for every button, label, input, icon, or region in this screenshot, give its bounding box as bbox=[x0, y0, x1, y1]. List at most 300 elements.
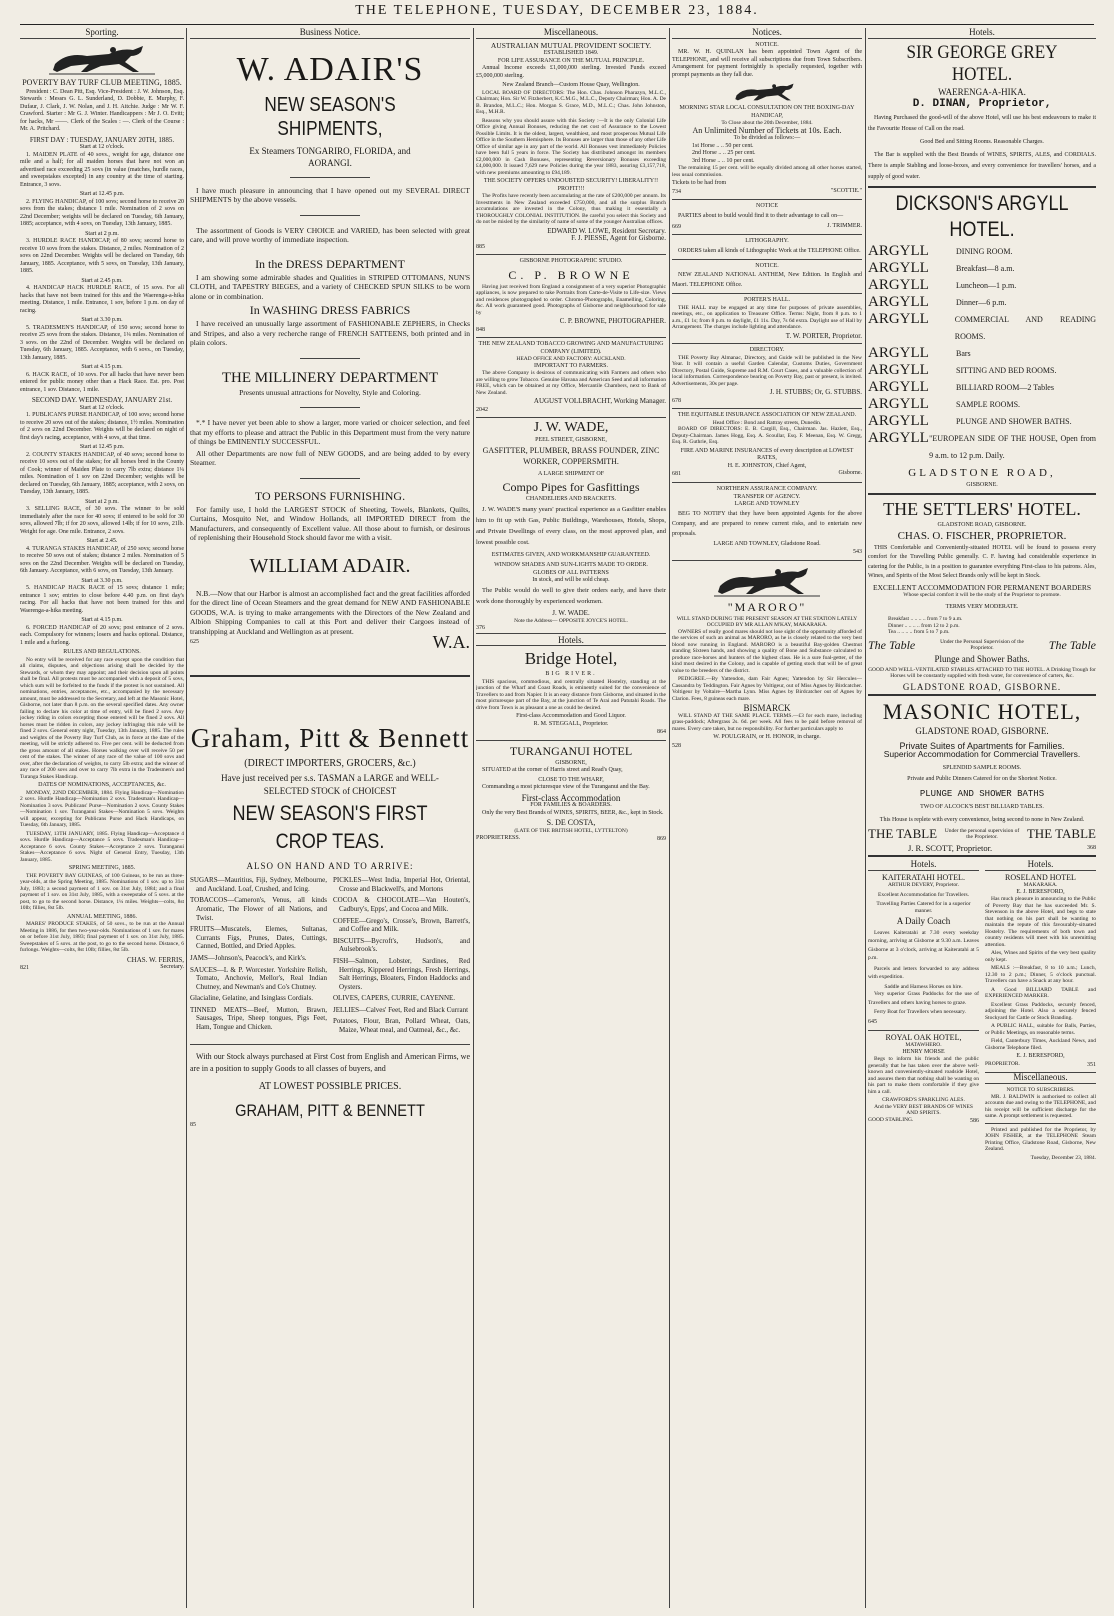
column-header: Hotels. bbox=[868, 28, 1096, 39]
porter-signature: T. W. PORTER, Proprietor. bbox=[785, 331, 862, 340]
goods-list-right bbox=[333, 876, 470, 1038]
ad-number: 821 bbox=[20, 965, 29, 972]
meal-line: Tea .. .. .. .. from 5 to 7 p.m. bbox=[888, 629, 950, 636]
kaiteratahi-text: Excellent Accommodation for Travellers. bbox=[877, 891, 970, 898]
turanganui-location: GISBORNE, bbox=[555, 759, 587, 766]
amp-reasons: Reasons why you should assure with this Society :—It is the only Colonial Life Office giving Annual Bonuses, reducing the net cost of Assurance to the Lowest Possible Limits. It is the oldest, largest, wealthiest, and most prosperous Mutual Life Office in the Southern Hemisphere. Its Bonuses are larger than those of any other Life Office of similar age in any part of the world. All Bonuses vest immediately Policies have been full 5 years in force. The Society has distributed amongst its members £2,000,000 in Cash Bonuses, representing Reversionary Bonuses exceeding £4,000,000. It issued 7,629 new Policies during the year 1883, assuring £3,157,718, with new premiums amounting to £94,189. bbox=[476, 117, 666, 176]
start-time: Start at 3.30 p.m. bbox=[81, 577, 123, 584]
argyll-row-text: DINING ROOM. bbox=[956, 247, 1013, 257]
adair-subtitle: NEW SEASON'S SHIPMENTS, bbox=[264, 93, 396, 140]
masonic-table-label: THE TABLE bbox=[868, 825, 938, 841]
bridge-text: THIS spacious, commodious, and centrally situated Hostelry, standing at the junction of the Wharf and Coast Roads, is eminently suited for the convenience of Travellers to and from Napier. It is an easy distance from Gisborne, and situated in the most picturesque part of the Bay, at the junction of Te Arai and Patutahi Roads. The drive from Town is as pleasant a one as could be desired. bbox=[476, 678, 666, 711]
wade-text: J. W. WADE'S many years' practical experience as a Gasfitter enables him to fit up with Gas, Public Buildings, Warehouses, Hotels, Shops, and Private Dwellings of every class, on the most approved plan, and lowest possible cost. bbox=[476, 505, 666, 546]
tobacco-manager: AUGUST VOLLBRACHT, Working Manager. bbox=[533, 397, 666, 406]
settlers-boarders: EXCELLENT ACCOMMODATION FOR PERMANENT BOARDERS bbox=[872, 582, 1092, 592]
adair-signature: WILLIAM ADAIR. bbox=[249, 554, 411, 577]
directory-heading: DIRECTORY. bbox=[749, 347, 785, 354]
dress-text: I am showing some admirable shades and Qualities in STRIPED OTTOMANS, NUN'S CLOTH, and TAPESTRY BIEGES, and a variety of CHECKED SPUN SILKS to be worn alone or in combination. bbox=[190, 272, 470, 301]
morning-star-text: The remaining 15 per cent. will be equally divided among all other horses started, less usual commission. bbox=[672, 165, 862, 178]
royal-oak-name: ROYAL OAK HOTEL, bbox=[885, 1032, 962, 1042]
wade-trades: GASFITTER, PLUMBER, BRASS FOUNDER, ZINC WORKER, COPPERSMITH. bbox=[482, 445, 660, 466]
argyll-row-text: COMMERCIAL AND READING ROOMS. bbox=[954, 315, 1096, 342]
gpb-stock-text: With our Stock always purchased at First Cost from English and American Firms, we are in a position to supply Goods to all classes of buyers, and bbox=[190, 1051, 470, 1073]
gpb-received: Have just received per s.s. TASMAN a LARGE and WELL- bbox=[221, 773, 439, 784]
tobacco-office: HEAD OFFICE AND FACTORY: AUCKLAND. bbox=[516, 356, 626, 363]
turanganui-view: Commanding a most picturesque view of the Turanganui and the Bay. bbox=[482, 784, 650, 791]
bridge-location: BIG RIVER. bbox=[545, 671, 597, 678]
ad-number: 586 bbox=[970, 1117, 979, 1124]
bridge-accommodation: First-class Accommodation and Good Liquor. bbox=[516, 713, 626, 720]
adair-name: W. ADAIR'S bbox=[236, 50, 424, 88]
sgg-rooms: Good Bed and Sitting Rooms. Reasonable Charges. bbox=[920, 138, 1044, 145]
racehorse-icon bbox=[727, 81, 807, 103]
settlers-proprietor: CHAS. O. FISCHER, PROPRIETOR. bbox=[897, 530, 1067, 543]
masonic-dinners: Private and Public Dinners Catered for on the Shortest Notice. bbox=[907, 776, 1057, 783]
gpb-signature: GRAHAM, PITT & BENNETT bbox=[235, 1101, 425, 1121]
adair-nb: N.B.—Now that our Harbor is almost an accomplished fact and the great facilities afforded for the direct line of Ocean Steamers and the great demand for NEW AND FASHIONABLE GOODS, W.A. is trying to make arrangements with the Directors of the New Zealand and Albion Shipping Companies to call at this Port and deliver their Cargoes instead of transhipping at Auckland and Wellington as at present. bbox=[190, 588, 470, 636]
imprint-date: Tuesday, December 23, 1884. bbox=[1030, 1154, 1096, 1161]
argyll-row-text: SITTING AND BED ROOMS. bbox=[956, 366, 1057, 376]
argyll-row bbox=[868, 413, 1096, 430]
start-time: Start at 12 o'clock. bbox=[79, 404, 125, 411]
large-townley-heading: LARGE AND TOWNLEY bbox=[734, 501, 800, 508]
wade-windows: WINDOW SHADES AND SUN-LIGHTS MADE TO ORDER. bbox=[494, 561, 648, 568]
ad-number: 885 bbox=[476, 243, 485, 250]
roseland-papers: Field, Canterbury Times, Auckland News, and Gisborne Telephone filed. bbox=[985, 1038, 1096, 1051]
gpb-name: Graham, Pitt & Bennett bbox=[190, 722, 470, 753]
turanganui-name: TURANGANUI HOTEL bbox=[509, 743, 633, 758]
amp-profits: The Profits have recently been accumulating at the rate of £200,000 per annum. Its Investments in New Zealand exceeded £750,000, and all the surplus Branch accumulations are invested in the Colony, thus making it essentially a THOROUGHLY COLONIAL INSTITUTION. Be careful you select this Society and do not be misled by the similarity of name of some of the younger Australian offices. bbox=[476, 193, 666, 226]
goods-item: SAUCES—L & P. Worcester. Yorkshire Relish, Tomato, Anchovie, Mellor's, Real Indian Chutney, and Newman's and Co's Chutney. bbox=[190, 965, 327, 991]
gisborne-label: Gisborne. bbox=[838, 470, 862, 477]
argyll-row-text: Luncheon—1 p.m. bbox=[956, 281, 1017, 291]
masonic-billiard: TWO OF ALCOCK'S BEST BILLIARD TABLES. bbox=[920, 803, 1044, 810]
argyll-row-text: "EUROPEAN SIDE OF THE HOUSE, Open from 9 a.m. to 12 p.m. Daily. bbox=[929, 434, 1096, 461]
column-rule bbox=[473, 28, 474, 1608]
amp-secretary: EDWARD W. LOWE, Resident Secretary. bbox=[547, 226, 666, 235]
settlers-address: GLADSTONE ROAD, GISBORNE. bbox=[937, 521, 1027, 528]
ad-number: 2042 bbox=[476, 406, 488, 413]
column-miscellaneous bbox=[476, 28, 666, 1608]
settlers-stables: GOOD AND WELL-VENTILATED STABLES ATTACHED TO THE HOTEL. A Drinking Trough for Horses will be constantly supplied with fresh water, for convenience of carters, &c. bbox=[868, 666, 1096, 680]
roseland-signature: E. J. BERESFORD, bbox=[1016, 1053, 1065, 1060]
kaiteratahi-horses: Saddle and Harness Horses on hire. bbox=[884, 983, 963, 990]
race-entry: 4. HANDICAP HACK HURDLE RACE, of 15 sovs. For all hacks that have not been trained for this and the Waerenga-a-hika meeting. Distance, 1 mile. Entrance, 1 sov, before 1 p.m. on day of racing. bbox=[20, 285, 184, 314]
equitable-fire: FIRE AND MARINE INSURANCES of every description at LOWEST RATES, bbox=[680, 447, 854, 462]
sgg-proprietor: D. DINAN, Proprietor, bbox=[912, 98, 1052, 111]
turanganui-text: SITUATED at the corner of Harris street and Read's Quay, bbox=[482, 767, 623, 774]
race-entry: 5. HANDICAP HACK RACE of 15 sovs; distance 1 mile; entrance 1 sov; entries to close before 4.40 p.m. on first day's racing. For all hacks that have not been trained for this and Waerenga-a-hika meeting. bbox=[20, 585, 184, 614]
sgg-location: WAERENGA-A-HIKA. bbox=[938, 86, 1026, 97]
settlers-address2: GLADSTONE ROAD, GISBORNE. bbox=[902, 681, 1062, 692]
masonic-plunge: PLUNGE AND SHOWER BATHS bbox=[919, 788, 1045, 799]
wade-stock: In stock, and will be sold cheap. bbox=[532, 577, 610, 584]
argyll-word: ARGYLL bbox=[868, 413, 929, 430]
kaiteratahi-proprietor: ARTHUR DEVERY, Proprietor. bbox=[887, 882, 960, 889]
column-header: Sporting. bbox=[20, 28, 184, 39]
argyll-row bbox=[868, 345, 1096, 362]
goods-item: Glacialine, Gelatine, and Isinglass Cordials. bbox=[190, 994, 314, 1003]
morning-star-close: To Close about the 20th December, 1884. bbox=[721, 120, 813, 127]
column-business bbox=[190, 28, 470, 1608]
equitable-title: THE EQUITABLE INSURANCE ASSOCIATION OF NEW ZEALAND. bbox=[677, 412, 857, 419]
wade-shipment: A LARGE SHIPMENT OF bbox=[537, 470, 605, 477]
argyll-word: ARGYLL bbox=[868, 345, 929, 362]
goods-item: SUGARS—Mauritius, Fiji, Sydney, Melbourne, and Auckland. Loaf, Crushed, and Icing. bbox=[190, 876, 327, 893]
annual-text: MARES' PRODUCE STAKES, of 50 sovs., to be run at the Annual Meeting in 1886, for then two-year-olds. Nominations of 1 sov. for mares on or before 31st July, 1883; final payment of 1 sov. on 31st July, 1885. Sweepstakes of 5 sovs. at the post, to go to the second horse. Distance, 6 furlongs. Weights—colts, 8st 10lb; fillies, 8st 5lb. bbox=[20, 921, 184, 954]
column-notices bbox=[672, 28, 862, 1608]
table-label: The Table bbox=[1048, 638, 1096, 653]
kaiteratahi-name: KAITERATAHI HOTEL. bbox=[882, 872, 965, 882]
wade-pipes: Compo Pipes for Gasfittings bbox=[502, 480, 640, 495]
notice-heading: NOTICE. bbox=[755, 41, 779, 48]
notice-quinlan: MR. W. H. QUINLAN has been appointed Town Agent of the TELEPHONE, and will receive all subscriptions due from Town Subscribers. Arrangement for payment fortnightly is specially requested, together with prompt payments as they fall due. bbox=[672, 49, 862, 78]
tobacco-text: The above Company is desirous of communicating with Farmers and others who are willing to grow Tobacco. Genuine Havana and American Seed and all information FREE, which can be obtained at my Office, Mercantile Chambers, next to Bank of New Zealand. bbox=[476, 370, 666, 396]
royal-oak-location: MATAWHERO. bbox=[905, 1042, 942, 1049]
gpb-stock: SELECTED STOCK of CHOICEST bbox=[263, 785, 397, 796]
wade-globes: GLOBES OF ALL PATTERNS bbox=[533, 569, 609, 576]
start-time: Start at 2.45. bbox=[86, 538, 118, 545]
argyll-row bbox=[868, 243, 1096, 260]
amp-established: ESTABLISHED 1849. bbox=[543, 50, 599, 57]
race-entry: 1. MAIDEN PLATE of 40 sovs., weight for age, distance one mile and a half; for all maiden horses that have not won an advertised race exceeding 25 sovs (in value (matches, hurdle races, and sweepstakes excepted) in any country at the time of starting. Entrance, 3 sovs. bbox=[20, 151, 184, 188]
tobacco-important: IMPORTANT TO FARMERS. bbox=[534, 362, 608, 369]
start-time: Start at 12.45 p.m. bbox=[79, 444, 125, 451]
wade-note: Note the Address— OPPOSITE JOYCE'S HOTEL. bbox=[514, 617, 628, 624]
ad-number: 376 bbox=[476, 625, 485, 632]
masonic-text: This House is replete with every convenience, being second to none in New Zealand. bbox=[879, 817, 1085, 824]
roseland-ad bbox=[985, 860, 1096, 1161]
column-header: Notices. bbox=[672, 28, 862, 39]
start-time: Start at 2 p.m. bbox=[85, 230, 119, 237]
goods-item: TOBACCOS—Cameron's, Venus, all kinds Aromatic, The Flower of all Nations, and Twist. bbox=[190, 896, 327, 922]
start-time: Start at 2 p.m. bbox=[85, 498, 119, 505]
sgg-bar: The Bar is supplied with the Best Brands of WINES, SPIRITS, ALES, and CORDIALS. There is ample Stabling and loose-boxes, and every convenience for travellers' horses, and a supply of good water. bbox=[868, 152, 1096, 181]
roseland-meals: MEALS :—Breakfast, 8 to 10 a.m.; Lunch, 12.30 to 2 p.m.; Dinner, 5 o'clock punctual. Travellers can have a Snack at any hour. bbox=[985, 965, 1096, 985]
start-time: Start at 3.30 p.m. bbox=[81, 317, 123, 324]
adair-intro: I have much pleasure in announcing that I have opened out my SEVERAL DIRECT SHIPMENTS by the above vessels. bbox=[190, 185, 470, 205]
goods-item: PICKLES—West India, Imperial Hot, Oriental, Crosse and Blackwell's, and Mortons bbox=[333, 876, 470, 893]
amp-income: Annual Income exceeds £1,000,000 sterling. Invested Funds exceed £5,000,000 sterling. bbox=[476, 65, 666, 79]
goods-list-left bbox=[190, 876, 327, 1038]
argyll-row-text: Breakfast—8 a.m. bbox=[956, 264, 1015, 274]
notice-builders: PARTIES about to build would find it to their advantage to call on— bbox=[678, 212, 844, 219]
racehorse-icon bbox=[47, 42, 157, 76]
race-entry: 1. PUBLICAN'S PURSE HANDICAP, of 100 sovs; second horse to receive 20 sovs out of the stakes; distance, 1½ miles. Nomination of 2 sovs on 22nd December. Weights will be declared on night of first day's racing, acceptance, with 4 sovs, at that time. bbox=[20, 412, 184, 441]
argyll-row-text: BILLIARD ROOM—2 Tables bbox=[956, 383, 1054, 393]
ad-number: 85 bbox=[190, 1122, 196, 1129]
hotels-header: Hotels. bbox=[985, 860, 1096, 871]
turanganui-close: CLOSE TO THE WHARF, bbox=[538, 776, 604, 783]
furnishing-heading: TO PERSONS FURNISHING. bbox=[254, 488, 406, 503]
wade-name: J. W. WADE, bbox=[533, 420, 609, 436]
kaiteratahi-parcels: Parcels and letters forwarded to any address with expedition. bbox=[868, 965, 979, 981]
bridge-name: Bridge Hotel, bbox=[524, 649, 618, 669]
photo-text: Having just received from England a consignment of a very superior Photographic appliances, is now prepared to take Portraits from Carte-de-Visite to Life-size. Views and residences photographed to order. Chromo-Photographs, Enamelling, Coloring, &c. All work guaranteed good. Photographs of Gisborne and neighbourhood for sale by bbox=[476, 283, 666, 316]
ad-number: 864 bbox=[657, 729, 666, 736]
argyll-word: ARGYLL bbox=[868, 260, 929, 277]
directory-text: THE Poverty Bay Almanac, Directory, and Guide will be published in the New Year. It will contain a useful Garden Calendar, Customs Duties, Government Directory, Postal Guide, Supreme and R.M. Court Cases, and a valuable collection of local information. Correspondence bearing on Poverty Bay, past or present, is invited. Advertisements, 30s per page. bbox=[672, 354, 862, 387]
argyll-row bbox=[868, 277, 1096, 294]
goods-item: JELLIES—Calves' Feet, Red and Black Currant bbox=[333, 1005, 469, 1014]
maroro-text: OWNERS of really good mares should not lose sight of the opportunity afforded of the services of such an animal as MARORO, as he is closely related to the very best blood now running in England. MARORO is a beautiful Bay-golden Chestnut standing Sixteen hands, and showing a quality of Bone and Substance calculated to produce race-horses and hunters of the highest class. He is a sure foal-getter, of the kind most desired in the Colony, and is capable of getting stock that will be of great value to the breeders of the district. bbox=[672, 628, 862, 674]
start-time: Start at 12.45 p.m. bbox=[79, 191, 125, 198]
argyll-word: ARGYLL bbox=[868, 294, 929, 311]
amp-agent: F. J. PIESSE, Agent for Gisborne. bbox=[571, 234, 666, 243]
bismarck-signature: W. POULGRAIN, or H. HONOR, in charge. bbox=[713, 734, 821, 741]
royal-oak-ales: CRAWFORD'S SPARKLING ALES. bbox=[882, 1097, 965, 1104]
masonic-sample: SPLENDID SAMPLE ROOMS. bbox=[942, 764, 1022, 771]
furnishing-text: For family use, I hold the LARGEST STOCK of Sheeting, Towels, Blankets, Quilts, Curtains, Mosquito Net, and Window Hollands, all IMPORTED DIRECT from the Manufacturers, and consequently of Excellent value. All those about to furnish, or desirous of replenishing their Household Stock should favor me with a visit. bbox=[190, 504, 470, 543]
argyll-word: ARGYLL bbox=[868, 379, 929, 396]
ad-number: 543 bbox=[853, 549, 862, 556]
porter-heading: PORTER'S HALL. bbox=[743, 297, 791, 304]
anthem-text: NEW ZEALAND NATIONAL ANTHEM, New Edition. In English and Maori. TELEPHONE Office. bbox=[672, 272, 862, 289]
photo-heading: GISBORNE PHOTOGRAPHIC STUDIO. bbox=[519, 258, 623, 265]
turanganui-late: (LATE OF THE BRITISH HOTEL, LYTTELTON) bbox=[514, 828, 628, 835]
table-supervision: Under the Personal Supervision of the Proprietor. bbox=[940, 638, 1024, 652]
maroro-pedigree: PEDIGREE.—By Yattendon, dam Fair Agnes; Yattendon by Sir Hercules—Cassandra by Teddington. Fair Agnes by Voltigeur, out of Miss Agnes by Birdcatcher. Voltigeur by Voltaire—Martha Lynn. Miss Agnes by Birdcatcher out of Agnes by Clarion. Fees, 8 guineas each mare. bbox=[672, 676, 862, 702]
rules-heading: RULES AND REGULATIONS. bbox=[63, 649, 141, 656]
race-entry: 3. SELLING RACE, of 30 sovs. The winner to be sold immediately after the race for 40 sovs; if entered to be sold for 30 sovs, allowed 7lb; if for 20 sovs, allowed 14lb; if for 10 sovs, 21lb. Weight for age. One mile. Entrance, 2 sovs. bbox=[20, 506, 184, 535]
washing-text: I have received an unusually large assortment of FASHIONABLE ZEPHERS, in Checks and Stripes, and also a very recherche range of FRENCH SATTEENS, both printed and in plain colors. bbox=[190, 319, 470, 348]
annual-heading: ANNUAL MEETING, 1886. bbox=[66, 913, 138, 920]
goods-item: OLIVES, CAPERS, CURRIE, CAYENNE. bbox=[333, 994, 456, 1003]
race-entry: 4. TURANGA STAKES HANDICAP, of 250 sovs; second horse to receive 50 sovs out of stakes; distance 2 miles. Nomination of 5 sovs on the 22nd December. Weights will be declared on Tuesday, 6th January. Acceptance, with 6 sovs, on Tuesday, 13th January. bbox=[20, 545, 184, 575]
turanganui-accommodation: First-class Accommodation bbox=[521, 792, 621, 803]
masonic-table-label: THE TABLE bbox=[1026, 825, 1096, 841]
wade-chandeliers: CHANDELIERS AND BRACKETS. bbox=[525, 496, 617, 503]
morning-star-title: MORNING STAR LOCAL CONSULTATION ON THE BOXING-DAY HANDICAP, bbox=[679, 105, 855, 119]
column-rule bbox=[865, 28, 866, 1608]
column-header: Miscellaneous. bbox=[476, 28, 666, 39]
maroro-title: "MARORO" bbox=[727, 599, 807, 614]
misc-header: Miscellaneous. bbox=[985, 1072, 1096, 1084]
goods-item: Potatoes, Flour, Bran, Pollard Wheat, Oats, Maize, Wheat meal, and Oatmeal, &c., &c. bbox=[333, 1017, 470, 1035]
argyll-row bbox=[868, 396, 1096, 413]
departments-text: All other Departments are now full of NEW GOODS, and are being added to by every Steamer. bbox=[190, 448, 470, 468]
kaiteratahi-ferry: Ferry Boat for Travellers when necessary. bbox=[874, 1009, 966, 1016]
prize-line: 1st Horse .. .. 50 per cent. bbox=[692, 142, 754, 149]
argyll-row bbox=[868, 260, 1096, 277]
settlers-name: THE SETTLERS' HOTEL. bbox=[883, 498, 1081, 519]
royal-oak-proprietor: HENRY MORSE bbox=[902, 1048, 945, 1055]
goods-item: COFFEE—Grego's, Crosse's, Brown, Barrett's, and Coffee and Milk. bbox=[333, 916, 470, 934]
scottie: "SCOTTIE." bbox=[830, 187, 862, 194]
turanganui-proprietress: PROPRIETRESS. bbox=[476, 834, 521, 841]
race-entry: 2. FLYING HANDICAP, of 100 sovs; second horse to receive 20 sovs from the stakes; distance 1 mile. Nomination of 2 sovs on 22nd December; weights will be declared on Tuesday, 6th January, 1885; acceptance, with 4 sovs, on Tuesday, 13th January, 1885. bbox=[20, 198, 184, 228]
race-entry: 5. TRADESMEN'S HANDICAP, of 150 sovs; second horse to receive 25 sovs from the stakes. Distance, 1¼ miles. Nomination of 3 sovs. on the 22nd of December. Weights will be declared on Tuesday, 6th January, 1885. Acceptance, with 6 sovs., on Tuesday, 13th January, 1885. bbox=[20, 324, 184, 361]
start-time: Start at 12 o'clock. bbox=[79, 144, 125, 151]
subscribers-text: MR. J. BALDWIN is authorised to collect all accounts due and owing to the TELEPHONE, and his receipt will be sufficient discharge for the same. A prompt settlement is requested. bbox=[985, 1093, 1096, 1119]
masonic-suites: Private Suites of Apartments for Families. bbox=[899, 740, 1065, 751]
royal-oak-stabling: GOOD STABLING. bbox=[868, 1116, 914, 1123]
porter-text: THE HALL may be engaged at any time for purposes of private assemblies, meetings, etc., on application to Treasurer Office. Terms: Night, from 8 p.m. to 1 a.m., £1 1s; from 8 p.m. to daylight, £1 11s. Day, 7s 6d extra. Daylight use of Hall by Arrangement. The charges include lighting and attendance. bbox=[672, 304, 862, 331]
argyll-word: ARGYLL bbox=[868, 311, 929, 328]
goods-item: TINNED MEATS—Beef, Mutton, Brawn, Sausages, Tripe, Sheep tongues, Pigs Feet, Ham, Tongue and Chicken. bbox=[190, 1005, 327, 1032]
wade-address: PEEL STREET, GISBORNE, bbox=[535, 437, 607, 444]
adair-initials: W.A. bbox=[432, 632, 470, 653]
adair-ships: Ex Steamers TONGARIRO, FLORIDA, and AORANGI. bbox=[249, 145, 411, 168]
kaiteratahi-paddocks: Very superior Grass Paddocks for the use of Travellers and others having horses to graze. bbox=[868, 991, 979, 1006]
argyll-rows bbox=[868, 243, 1096, 464]
spring-text: THE POVERTY BAY GUINEAS, of 100 Guineas, to be run as three-year-olds, at the Spring Meeting, 1885. Nominations of 1 sov. up to 31st July, 1883; a second payment of 1 sov. on 31st July, 1884; and a final payment of 1 sov. on 31st July, 1885, with a sweepstake of 5 sovs. at the post, to go to the second horse. Distance, 1¼ miles. Weights—colts, 8st 10lb; fillies, 8st 5lb. bbox=[20, 872, 184, 912]
roseland-name: ROSELAND HOTEL bbox=[1005, 872, 1076, 882]
start-time: Start at 2.45 p.m. bbox=[81, 277, 123, 284]
photo-signature: C. P. BROWNE, PHOTOGRAPHER. bbox=[559, 317, 666, 326]
bismarck-title: BISMARCK bbox=[743, 703, 791, 714]
roseland-billiard: A Good BILLIARD TABLE and EXPERIENCED MARKER. bbox=[985, 986, 1096, 1000]
wade-estimates: ESTIMATES GIVEN, AND WORKMANSHIP GUARANTEED. bbox=[491, 551, 651, 558]
roseland-paddocks: Excellent Grass Paddocks, securely fenced, adjoining the Hotel. Also a securely fenced Stockyard for Cattle or Stock Branding. bbox=[985, 1001, 1096, 1021]
goods-item: FRUITS—Muscatels, Elemes, Sultanas, Currants Figs, Prunes, Dates, Cuttings, Canned, Bottled, and Dried Apples. bbox=[190, 925, 327, 951]
ad-number: 625 bbox=[190, 639, 199, 646]
argyll-row-text: Dinner—6 p.m. bbox=[956, 298, 1007, 308]
adair-assortment: The assortment of Goods is VERY CHOICE and VARIED, has been selected with great care, and will prove worthy of immediate inspection. bbox=[190, 225, 470, 245]
secretary-role: Secretary. bbox=[160, 964, 184, 971]
argyll-row bbox=[868, 379, 1096, 396]
hotels-header: Hotels. bbox=[476, 633, 666, 647]
wade-signature: J. W. WADE. bbox=[552, 608, 590, 617]
argyll-address: GLADSTONE ROAD, bbox=[908, 467, 1056, 480]
argyll-word: ARGYLL bbox=[868, 362, 929, 379]
masonic-signature: J. R. SCOTT, Proprietor. bbox=[908, 842, 993, 853]
day-heading: FIRST DAY : TUESDAY, JANUARY 20TH, 1885. bbox=[29, 135, 175, 144]
column-hotels bbox=[868, 28, 1096, 1608]
argyll-row-text: SAMPLE ROOMS. bbox=[956, 400, 1021, 410]
royal-oak-text: Begs to inform his friends and the public generally that he has taken over the above well-known and conveniently-situated roadside Hotel, and assures them that nothing shall be wanting on his part to make them comfortable if they give him a call. bbox=[868, 1056, 979, 1095]
race-entry: 2. COUNTY STAKES HANDICAP, of 40 sovs; second horse to receive 10 sovs out of the stakes; for all horses bred in the County of Cook; winner of Maiden Plate to carry 7lb extra; distance 1¼ miles. Nomination of 1 sov on 22nd December; weights will be declared on Tuesday, 6th January, 1885; acceptance, with 2 sovs, on Tuesday, 13th January, 1885. bbox=[20, 451, 184, 496]
equitable-office: Head Office : Bond and Rattray streets, Dunedin. bbox=[712, 419, 822, 426]
millinery-note: *.* I have never yet been able to show a larger, more varied or choicer selection, and feel that my efforts to please and attract the Public in this Department must from the very nature of things be EMINENTLY SUCCESSFUL. bbox=[190, 418, 470, 447]
ad-number: 669 bbox=[672, 223, 681, 230]
column-rule bbox=[186, 28, 187, 1608]
wade-text2: The Public would do well to give their orders early, and have their work done thoroughly by experienced workmen. bbox=[476, 586, 666, 605]
masthead: THE TELEPHONE, TUESDAY, DECEMBER 23, 1884. bbox=[355, 3, 759, 18]
tobacco-title: THE NEW ZEALAND TOBACCO GROWING AND MANUFACTURING COMPANY (LIMITED). bbox=[478, 341, 664, 355]
day-heading: SECOND DAY. WEDNESDAY, JANUARY 21st. bbox=[31, 396, 173, 405]
turanganui-brands: Only the very Best Brands of WINES, SPIRITS, BEER, &c., kept in Stock. bbox=[482, 809, 664, 816]
subscribers-heading: NOTICE TO SUBSCRIBERS. bbox=[1006, 1087, 1075, 1093]
sgg-name: SIR GEORGE GREY HOTEL. bbox=[906, 41, 1058, 85]
notice-heading: NOTICE. bbox=[755, 262, 779, 269]
lithography-heading: LITHOGRAPHY. bbox=[745, 238, 789, 245]
argyll-word: ARGYLL bbox=[868, 243, 929, 260]
meal-line: Breakfast .. .. .. .. from 7 to 9 a.m. bbox=[888, 616, 963, 623]
ad-number: 681 bbox=[672, 471, 681, 478]
washing-heading: In WASHING DRESS FABRICS bbox=[249, 303, 411, 318]
equitable-board: BOARD OF DIRECTORS: E. B. Cargill, Esq., Chairman. Jas. Hazlett, Esq., Deputy-Chairman. James Hogg, Esq. A. Scoullar, Esq. F. Meenan, Esq. W. Gregg, Esq. R. Guthrie, Esq. bbox=[672, 426, 862, 446]
column-rule bbox=[669, 28, 670, 1608]
large-townley-signature: LARGE AND TOWNLEY, Gladstone Road. bbox=[713, 540, 821, 547]
argyll-word: ARGYLL bbox=[868, 430, 929, 447]
ad-number: 645 bbox=[868, 1018, 877, 1025]
kaiteratahi-schedule: Leaves Kaiteratahi at 7.30 every weekday morning, arriving at Gisborne at 9.30 a.m. Leaves Gisborne at 3 o'clock, arriving at Kaiteratahi at 5 p.m. bbox=[868, 929, 979, 962]
amp-board: LOCAL BOARD OF DIRECTORS: The Hon. Chas. Johnson Pharazyn, M.L.C., Chairman; Hon. Sir W. Fitzherbert, K.C.M.G., M.L.C., Deputy Chairman; Hon. A. De B. Brandon, M.L.C.; Hon. Morgan S. Grace, M.D., M.L.C.; Chas. John Johnston, Esq., M.H.R. bbox=[476, 89, 666, 116]
roseland-hall: A PUBLIC HALL, suitable for Balls, Parties, or Public Meetings, on reasonable terms. bbox=[985, 1023, 1096, 1036]
goods-item: BISCUITS—Bycroft's, Hudson's, and Aulsebrook's. bbox=[333, 936, 470, 954]
notice-heading: NOTICE bbox=[756, 203, 778, 210]
kaiteratahi-parties: Travelling Parties Catered for in a superior manner. bbox=[876, 901, 971, 914]
spring-heading: SPRING MEETING, 1885. bbox=[68, 865, 136, 872]
settlers-text: THIS Comfortable and Conveniently-situated HOTEL will be found to possess every comfort for the Travelling Public generally. C. F. having had considerable experience in catering for the Public, is in a position to guarantee everything First-class to his patrons. Ales, Wines, and Spirits of the Most Select Brands only will be kept in Stock. bbox=[868, 544, 1096, 580]
lithography-text: ORDERS taken all kinds of Lithographic Work at the TELEPHONE Office. bbox=[678, 247, 861, 254]
amp-subtitle: FOR LIFE ASSURANCE ON THE MUTUAL PRINCIPLE. bbox=[497, 57, 645, 64]
amp-branch: New Zealand Branch—Custom House Quay, Wellington. bbox=[502, 82, 640, 89]
roseland-proprietor: E. J. BERESFORD, bbox=[1016, 888, 1065, 895]
argyll-row-text: PLUNGE AND SHOWER BATHS. bbox=[956, 417, 1072, 427]
trimmer: J. TRIMMER. bbox=[827, 222, 862, 229]
gpb-subtitle: (DIRECT IMPORTERS, GROCERS, &c.) bbox=[244, 757, 416, 769]
goods-item: COCOA & CHOCOLATE—Van Houten's, Cadbury's, Epps', and Cocoa and Milk. bbox=[333, 896, 470, 913]
sgg-text: Having Purchased the good-will of the above Hotel, will use his best endeavours to make it the Favourite House of Call on the road. bbox=[868, 114, 1096, 132]
roseland-text: Has much pleasure in announcing to the Public of Poverty Bay that he has succeeded Mr. S. Stevenson in the above Hotel, and begs to state that nothing on his part shall be wanting to maintain the repute of this favourably-situated Hostelry. The requirements of both town and country residents will meet with his unremitting attention. bbox=[985, 896, 1096, 948]
dates-text: MONDAY, 22ND DECEMBER, 1884. Flying Handicap—Nomination 2 sovs. Hurdle Handicap—Nomination 2 sovs. Tradesman's Handicap—Nomination 3 sovs. Publicans' Purse—Nomination 2 sovs. County Stakes—Nomination 1 sov. Turanganui Stakes—Nomination 5 sovs. Weights will appear, excepting for Publicans Purse and Hack Handicaps, on Tuesday, 6th January, 1885. bbox=[20, 789, 184, 829]
gpb-prices: AT LOWEST POSSIBLE PRICES. bbox=[258, 1080, 402, 1092]
gpb-also: ALSO ON HAND AND TO ARRIVE: bbox=[246, 860, 414, 871]
goods-item: FISH—Salmon, Lobster, Sardines, Red Herrings, Kippered Herrings, Fresh Herrings, Salt Herrings, Bloaters, Findon Haddocks and Oysters. bbox=[333, 956, 470, 991]
masonic-commercial: Superior Accommodation for Commercial Travellers. bbox=[883, 749, 1081, 760]
settlers-terms: TERMS VERY MODERATE. bbox=[945, 603, 1019, 610]
morning-star-tickets: An Unlimited Number of Tickets at 10s. Each. bbox=[692, 125, 842, 135]
turanganui-signature: S. DE COSTA, bbox=[546, 818, 596, 828]
ad-number: 678 bbox=[672, 397, 681, 404]
goods-item: JAMS—Johnson's, Peacock's, and Kirk's. bbox=[190, 953, 307, 962]
kaiteratahi-ad bbox=[868, 860, 979, 1161]
hotels-header: Hotels. bbox=[868, 860, 979, 871]
argyll-row bbox=[868, 362, 1096, 379]
settlers-plunge: Plunge and Shower Baths. bbox=[934, 653, 1030, 664]
race-entry: 6. HACK RACE, of 10 sovs. For all hacks that have never been entered for public money other than a Hack Race. Est. pro. Post entrance, 1 sov. Distance, 1 mile. bbox=[20, 371, 184, 393]
imprint: Printed and published for the Proprietor, by JOHN FISHER, at the TELEPHONE Steam Printing Office, Gladstone Road, Gisborne, New Zealand. bbox=[985, 1126, 1096, 1152]
column-header: Business Notice. bbox=[190, 28, 470, 39]
settlers-comfort: Whose special comfort it will be the study of the Proprietor to promote. bbox=[903, 592, 1061, 599]
argyll-row bbox=[868, 430, 1096, 464]
meeting-title: POVERTY BAY TURF CLUB MEETING, 1885. bbox=[22, 77, 182, 87]
start-time: Start at 4.15 p.m. bbox=[81, 617, 123, 624]
ad-number: 848 bbox=[476, 326, 485, 333]
amp-motto: THE SOCIETY OFFERS UNDOUBTED SECURITY! LIBERALITY!! PROFIT!!! bbox=[483, 178, 659, 192]
large-townley-text: BEG TO NOTIFY that they have been appointed Agents for the above Company, and are prepared to renew current risks, and to entertain new proposals. bbox=[672, 510, 862, 537]
ad-number: 351 bbox=[1087, 1061, 1096, 1068]
argyll-title: DICKSON'S ARGYLL HOTEL. bbox=[895, 192, 1069, 242]
secretary-name: CHAS. W. FERRIS, bbox=[127, 955, 184, 964]
ad-number: 528 bbox=[672, 742, 681, 749]
masthead-rule bbox=[20, 24, 1094, 25]
northern-title: NORTHERN ASSURANCE COMPANY. bbox=[716, 486, 818, 493]
equitable-agent: H. E. JOHNSTON, Chief Agent, bbox=[727, 462, 807, 469]
race-entry: 6. FORCED HANDICAP of 20 sovs; post entrance of 2 sovs. each. Compulsory for winners; losers and hacks optional. Distance, 1 mile and a furlong. bbox=[20, 624, 184, 646]
photo-name: C. P. BROWNE bbox=[508, 267, 634, 282]
rules-text: No entry will be received for any race except upon the condition that all claims, disputes, and objections arising shall be decided by the Stewards, or whom they may appoint; and their decision upon all points shall be final. All protests must be accompanied with a deposit of 5 sovs, which sum will be forfeited to the funds if the protest is not sustained. All nominations, entries, acceptances, etc., accompanied by the necessary amount, must be addressed to the Secretary, and left at the Masonic Hotel, Gisborne, not later than 8 p.m. on the several specified dates. Any owner failing to declare his color at time of entry, will be fined 2 sovs. Any jockey riding in colors excepting those entered will be fined 2 sovs. All horses must be ridden in colors, any jockey infringing this rule will be fined 2 sovs. General entry night, Tuesday, 13th January, 1885. The rules and weights of the Poverty Bay Turf Club, as in force at the date of the meeting, will be strictly adhered to. Five per cent. will be deducted from the gross amount of all stakes. Horses walking over will receive 50 per cent of the stakes. The winner of any race of the value of 100 sovs and over, after the declaration of weights, to carry 5lb extra; and the winner of any race of 200 sovs and over to carry 7lb extra in the Tradesmen's and Turanga Stakes Handicap. bbox=[20, 656, 184, 780]
prize-line: 2nd Horse .. .. 25 per cent. bbox=[692, 150, 756, 157]
argyll-row bbox=[868, 294, 1096, 311]
dates-text: TUESDAY, 13TH JANUARY, 1885. Flying Handicap—Acceptance 4 sovs. Hurdle Handicap—Acceptance 5 sovs. Tradesman's Handicap—Acceptance 6 sovs. County Stakes—Acceptance 2 sovs. Turanganui Stakes—Acceptance 6 sovs. Night of General Entry, Tuesday, 13th January, 1885. bbox=[20, 830, 184, 863]
gpb-teas: NEW SEASON'S FIRST CROP TEAS. bbox=[232, 801, 428, 853]
roseland-location: MAKARAKA. bbox=[1023, 882, 1058, 889]
stallion-icon bbox=[712, 564, 822, 598]
ad-number: 869 bbox=[657, 835, 666, 842]
millinery-heading: THE MILLINERY DEPARTMENT bbox=[221, 369, 439, 386]
directory-signature: J. H. STUBBS; Or, G. STUBBS. bbox=[769, 388, 862, 397]
turanganui-families: FOR FAMILIES & BOARDERS. bbox=[530, 802, 612, 809]
dates-heading: DATES OF NOMINATIONS, ACCEPTANCES, &c. bbox=[38, 782, 166, 789]
bismarck-text: WILL STAND AT THE SAME PLACE. TERMS.—£3 for each mare, including grass-paddock; Aftergrass 2s. 6d. per week. All fees to be paid before removal of mares. Every care taken, but no responsibility. For further particulars apply to bbox=[672, 712, 862, 732]
ad-number: 368 bbox=[1087, 844, 1096, 851]
roseland-role: PROPRIETOR. bbox=[985, 1060, 1020, 1067]
argyll-word: ARGYLL bbox=[868, 277, 929, 294]
prize-line: 3rd Horse .. .. 10 per cent. bbox=[692, 157, 755, 164]
